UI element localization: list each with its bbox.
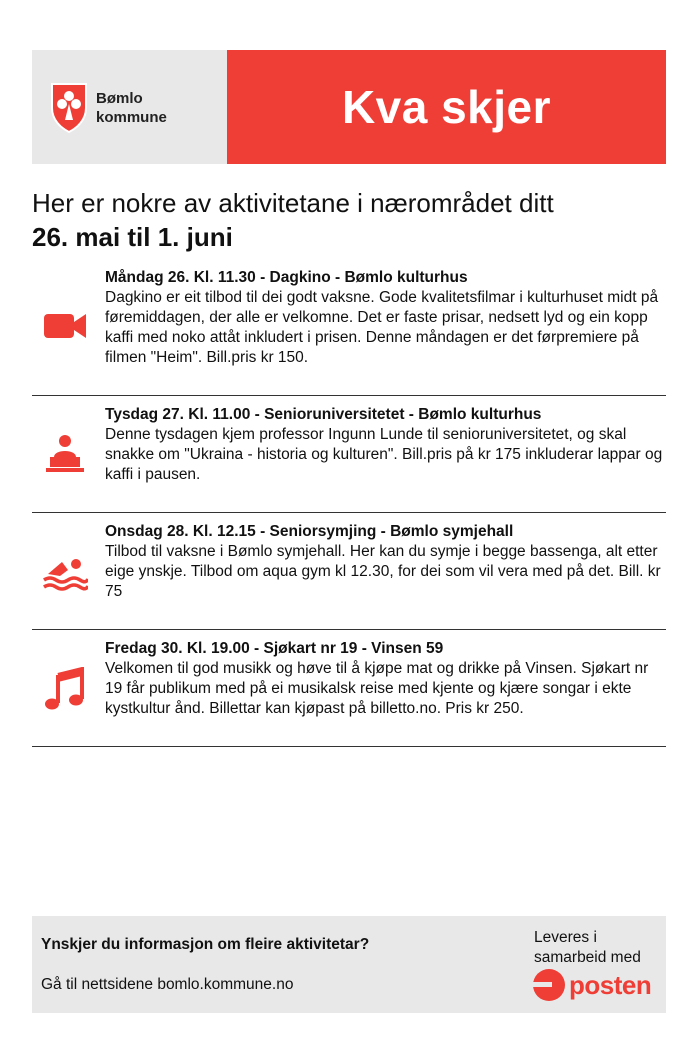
intro: [32, 186, 554, 254]
swimmer-icon: [42, 552, 88, 592]
divider: [32, 395, 666, 396]
event-description: Dagkino er eit tilbod til dei godt vaksne. Gode kvalitetsfilmar i kulturhuset midt på føremiddagen, der alle er velkomne. Det er faste prisar, nedsett lyd og ein kopp kaffi med noko attåt inkludert i prisen. Denne måndagen er det førpremiere på filmen "Heim". Bill.pris kr 150.: [105, 289, 659, 366]
delivered-by-text: Leveres i samarbeid med: [534, 929, 641, 966]
event-text: [105, 522, 666, 602]
divider: [32, 746, 666, 747]
event-description: Denne tysdagen kjem professor Ingunn Lunde til senioruniversitetet, og skal snakke om "Ukraina - historia og kulturen". Bill.pris på kr 175 inkluderar lappar og kaffi i pausen.: [105, 426, 663, 483]
logo-box: [32, 50, 227, 164]
event-text: [105, 639, 666, 719]
event-description: Tilbod til vaksne i Bømlo symjehall. Her kan du symje i begge bassenga, alt etter eige ynskje. Tilbod om aqua gym kl 12.30, for dei som vil vera med på det. Bill. kr 75: [105, 543, 661, 600]
footer-question: Ynskjer du informasjon om fleire aktivitetar?: [41, 936, 370, 953]
posten-wordmark: posten: [569, 969, 652, 1000]
event-heading: Tysdag 27. Kl. 11.00 - Senioruniversitetet - Bømlo kulturhus: [105, 406, 542, 423]
posten-logo: [532, 968, 651, 1002]
logo-line2: kommune: [96, 109, 167, 126]
divider: [32, 512, 666, 513]
municipality-name: [96, 89, 167, 127]
intro-line: Her er nokre av aktivitetane i nærområdet ditt: [32, 188, 554, 218]
music-note-icon: [42, 667, 88, 711]
event-text: [105, 405, 666, 485]
page-title: Kva skjer: [341, 81, 552, 133]
posten-logo-icon: [532, 968, 566, 1002]
header: [32, 50, 666, 164]
website-link[interactable]: Gå til nettsidene bomlo.kommune.no: [41, 976, 294, 993]
event-heading: Onsdag 28. Kl. 12.15 - Seniorsymjing - Bømlo symjehall: [105, 523, 514, 540]
event-heading: Fredag 30. Kl. 19.00 - Sjøkart nr 19 - Vinsen 59: [105, 640, 444, 657]
title-banner: [227, 50, 666, 164]
logo-line1: Bømlo: [96, 90, 143, 107]
event-text: [105, 268, 666, 368]
footer: [32, 916, 666, 1013]
video-camera-icon: [42, 306, 88, 346]
event-description: Velkomen til god musikk og høve til å kjøpe mat og drikke på Vinsen. Sjøkart nr 19 får publikum med på ei musikalsk reise med kjente og kjære songar i ekte kystkultur ånd. Billettar kan kjøpast på billetto.no. Pris kr 250.: [105, 660, 649, 717]
divider: [32, 629, 666, 630]
lecturer-icon: [42, 433, 88, 473]
coat-of-arms-icon: [49, 82, 89, 134]
event-heading: Måndag 26. Kl. 11.30 - Dagkino - Bømlo kulturhus: [105, 269, 468, 286]
date-range: 26. mai til 1. juni: [32, 222, 233, 252]
